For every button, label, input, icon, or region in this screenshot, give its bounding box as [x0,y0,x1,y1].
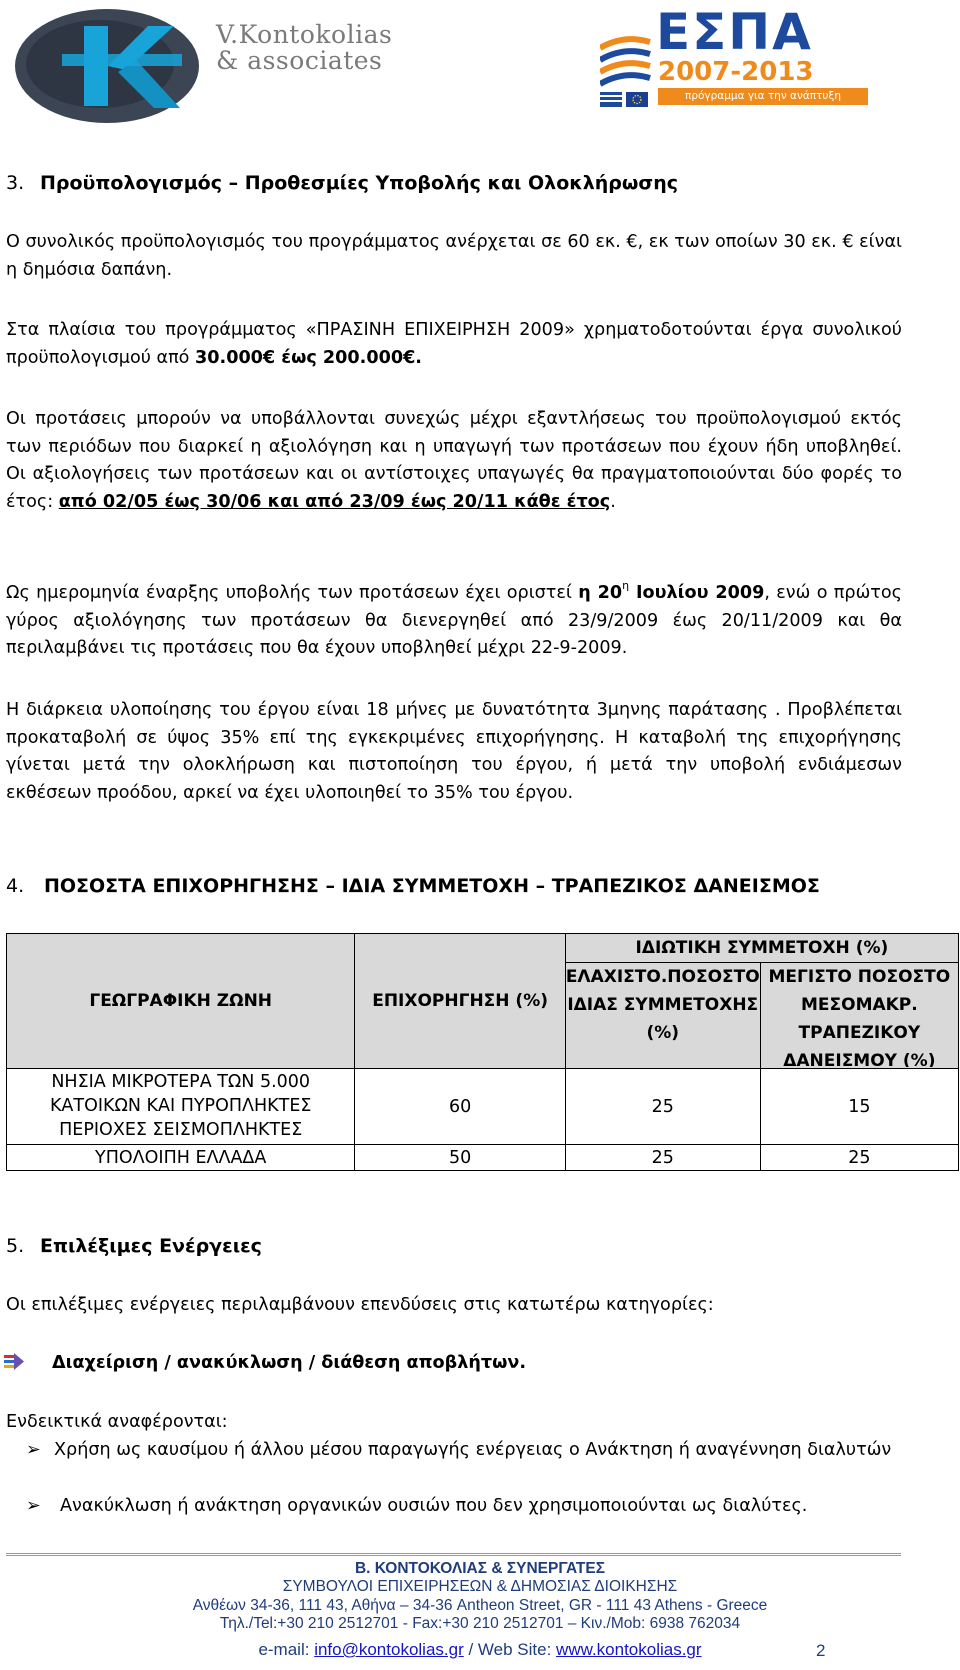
section3-paragraph-3 [6,406,902,516]
section5-indicative: Ενδεικτικά αναφέρονται: [6,1412,228,1432]
p4-text: Ως ημερομηνία έναρξης υποβολής των προτάσεων έχει οριστεί [6,583,579,603]
section3-title: Προϋπολογισμός – Προθεσμίες Υποβολής και Ολοκλήρωσης [40,172,679,194]
company-name-line1: V.Kontokolias [216,20,393,49]
arrow-bullet-icon: ➢ [26,1496,41,1516]
company-name-line2: & associates [216,46,383,75]
table-cell-zone [7,1069,355,1145]
section5-title: Επιλέξιμες Ενέργειες [40,1235,262,1257]
table-header-min-own [565,963,760,1069]
footer-phones: Τηλ./Tel:+30 210 2512701 - Fax:+30 210 2512701 – Κιν./Mob: 6938 762034 [219,1615,741,1632]
row1-zone-text: ΝΗΣΙΑ ΜΙΚΡΟΤΕΡΑ ΤΩΝ 5.000 ΚΑΤΟΙΚΩΝ ΚΑΙ ΠΥΡΟΠΛΗΚΤΕΣ ΠΕΡΙΟΧΕΣ ΣΕΙΣΜΟΠΛΗΚΤΕΣ [49,1071,312,1140]
colored-arrow-bullet-icon [4,1352,26,1372]
footer-address: Ανθέων 34-36, 111 43, Αθήνα – 34-36 Antheon Street, GR - 111 43 Athens - Greece [192,1597,768,1614]
table-cell-max-loan: 15 [760,1069,958,1145]
list-item: Χρήση ως καυσίμου ή άλλου μέσου παραγωγής ενέργειας ο Ανάκτηση ή αναγέννηση διαλυτών [54,1440,892,1460]
section5-category-text: Διαχείριση / ανακύκλωση / διάθεση αποβλήτων. [52,1353,527,1373]
p3-evaluation-periods: από 02/05 έως 30/06 και από 23/09 έως 20/11 κάθε έτος [58,491,611,512]
section4-title: ΠΟΣΟΣΤΑ ΕΠΙΧΟΡΗΓΗΣΗΣ – ΙΔΙΑ ΣΥΜΜΕΤΟΧΗ – ΤΡΑΠΕΖΙΚΟΣ ΔΑΝΕΙΣΜΟΣ [44,875,820,897]
p4-start-day: η 20 [578,583,623,603]
p3-end: . [610,491,616,512]
section4-number: 4. [6,875,25,897]
section3-paragraph-1: Ο συνολικός προϋπολογισμός του προγράμματος ανέρχεται σε 60 εκ. €, εκ των οποίων 30 εκ. € είναι η δημόσια δαπάνη. [6,232,902,280]
table-cell-grant: 60 [355,1069,565,1145]
footer-website-link[interactable]: www.kontokolias.gr [556,1640,702,1659]
espa-years: 2007-2013 [658,57,814,87]
footer-email-link[interactable]: info@kontokolias.gr [314,1640,464,1659]
table-header-min-own-text: ΕΛΑΧΙΣΤΟ.ΠΟΣΟΣΤΟ ΙΔΙΑΣ ΣΥΜΜΕΤΟΧΗΣ (%) [565,967,760,1043]
footer-web-label: Web Site: [477,1640,557,1659]
espa-slogan: πρόγραμμα για την ανάπτυξη [658,88,868,105]
espa-title: ΕΣΠΑ [656,3,813,61]
section5-intro: Οι επιλέξιμες ενέργειες περιλαμβάνουν επενδύσεις στις κατωτέρω κατηγορίες: [6,1295,714,1315]
table-header-zone: ΓΕΩΓΡΑΦΙΚΗ ΖΩΝΗ [7,934,355,1069]
section3-paragraph-2 [6,317,902,372]
footer-web-sep: / [463,1640,478,1659]
table-row [7,1069,959,1145]
table-cell-grant: 50 [355,1145,565,1171]
footer-subtitle: ΣΥΜΒΟΥΛΟΙ ΕΠΙΧΕΙΡΗΣΕΩΝ & ΔΗΜΟΣΙΑΣ ΔΙΟΙΚΗΣΗΣ [282,1578,678,1595]
p2-text: Στα πλαίσια του προγράμματος «ΠΡΑΣΙΝΗ ΕΠΙΧΕΙΡΗΣΗ 2009» χρηματοδοτούνται έργα συνολικού προϋπολογισμού από [6,320,902,368]
section3-paragraph-5: Η διάρκεια υλοποίησης του έργου είναι 18 μήνες με δυνατότητα 3μηνης παράτασης . Προβλέπεται προκαταβολή σε ύψος 35% επί της εγκεκριμένες επιχορήγησης. Η καταβολή της επιχορήγησης γίνεται μετά την ολοκλήρωση και πιστοποίηση του έργου, ή μετά την υποβολή ενδιάμεσων εκθέσεων προόδου, αρκεί να έχει υλοποιηθεί το 35% του έργου. [6,700,902,803]
section3-number: 3. [6,172,25,194]
table-cell-min-own: 25 [565,1069,760,1145]
p3-text: Οι προτάσεις μπορούν να υποβάλλονται συνεχώς μέχρι εξαντλήσεως του προϋπολογισμού εκτός των περιόδων που διαρκεί η αξιολόγηση και η υπαγωγή των προτάσεων που έχουν ήδη υποβληθεί. Οι αξιολογήσεις των προτάσεων και οι αντίστοιχες υπαγωγές θα πραγματοποιούνται δύο φορές το έτος: [6,409,902,512]
company-name-text [216,22,392,74]
footer-divider [6,1553,901,1557]
table-header-grant: ΕΠΙΧΟΡΗΓΗΣΗ (%) [355,934,565,1069]
section3-paragraph-4 [6,580,902,663]
list-item: Ανακύκλωση ή ανάκτηση οργανικών ουσιών που δεν χρησιμοποιούνται ως διαλύτες. [60,1496,808,1516]
section5-heading [6,1233,262,1259]
footer-company: Β. ΚΟΝΤΟΚΟΛΙΑΣ & ΣΥΝΕΡΓΑΤΕΣ [354,1560,605,1577]
footer-email-label: e-mail [258,1640,305,1659]
p4-rest: , ενώ ο πρώτος γύρος αξιολόγησης των προτάσεων θα διενεργηθεί από 23/9/2009 έως 20/11/2009 και θα περιλαμβάνει τις προτάσεις που θα έχουν υποβληθεί μέχρι 22-9-2009. [6,583,902,658]
section5-category [52,1350,526,1378]
espa-logo [600,3,876,110]
p4-ordinal: η [622,579,630,593]
footer-email-colon: : [304,1640,315,1659]
table-cell-min-own: 25 [565,1145,760,1171]
arrow-bullet-icon: ➢ [26,1440,41,1460]
section5-number: 5. [6,1235,25,1257]
section4-heading [6,873,820,899]
section3-heading [6,170,678,196]
table-cell-zone: ΥΠΟΛΟΙΠΗ ΕΛΛΑΔΑ [7,1145,355,1171]
p2-budget-range: 30.000€ έως 200.000€. [195,347,422,368]
table-header-private: ΙΔΙΩΤΙΚΗ ΣΥΜΜΕΤΟΧΗ (%) [565,934,958,963]
p4-start-month: Ιουλίου 2009 [629,583,765,603]
kontokolias-logo [14,8,200,124]
table-header-max-loan-text: ΜΕΓΙΣΤΟ ΠΟΣΟΣΤΟ ΜΕΣΟΜΑΚΡ. ΤΡΑΠΕΖΙΚΟΥ ΔΑΝΕΙΣΜΟΥ (%) [768,967,951,1067]
grant-rates-table [6,933,959,1171]
page-number: 2 [816,1641,826,1660]
table-cell-max-loan: 25 [760,1145,958,1171]
table-row [7,1145,959,1171]
table-header-max-loan [760,963,958,1069]
